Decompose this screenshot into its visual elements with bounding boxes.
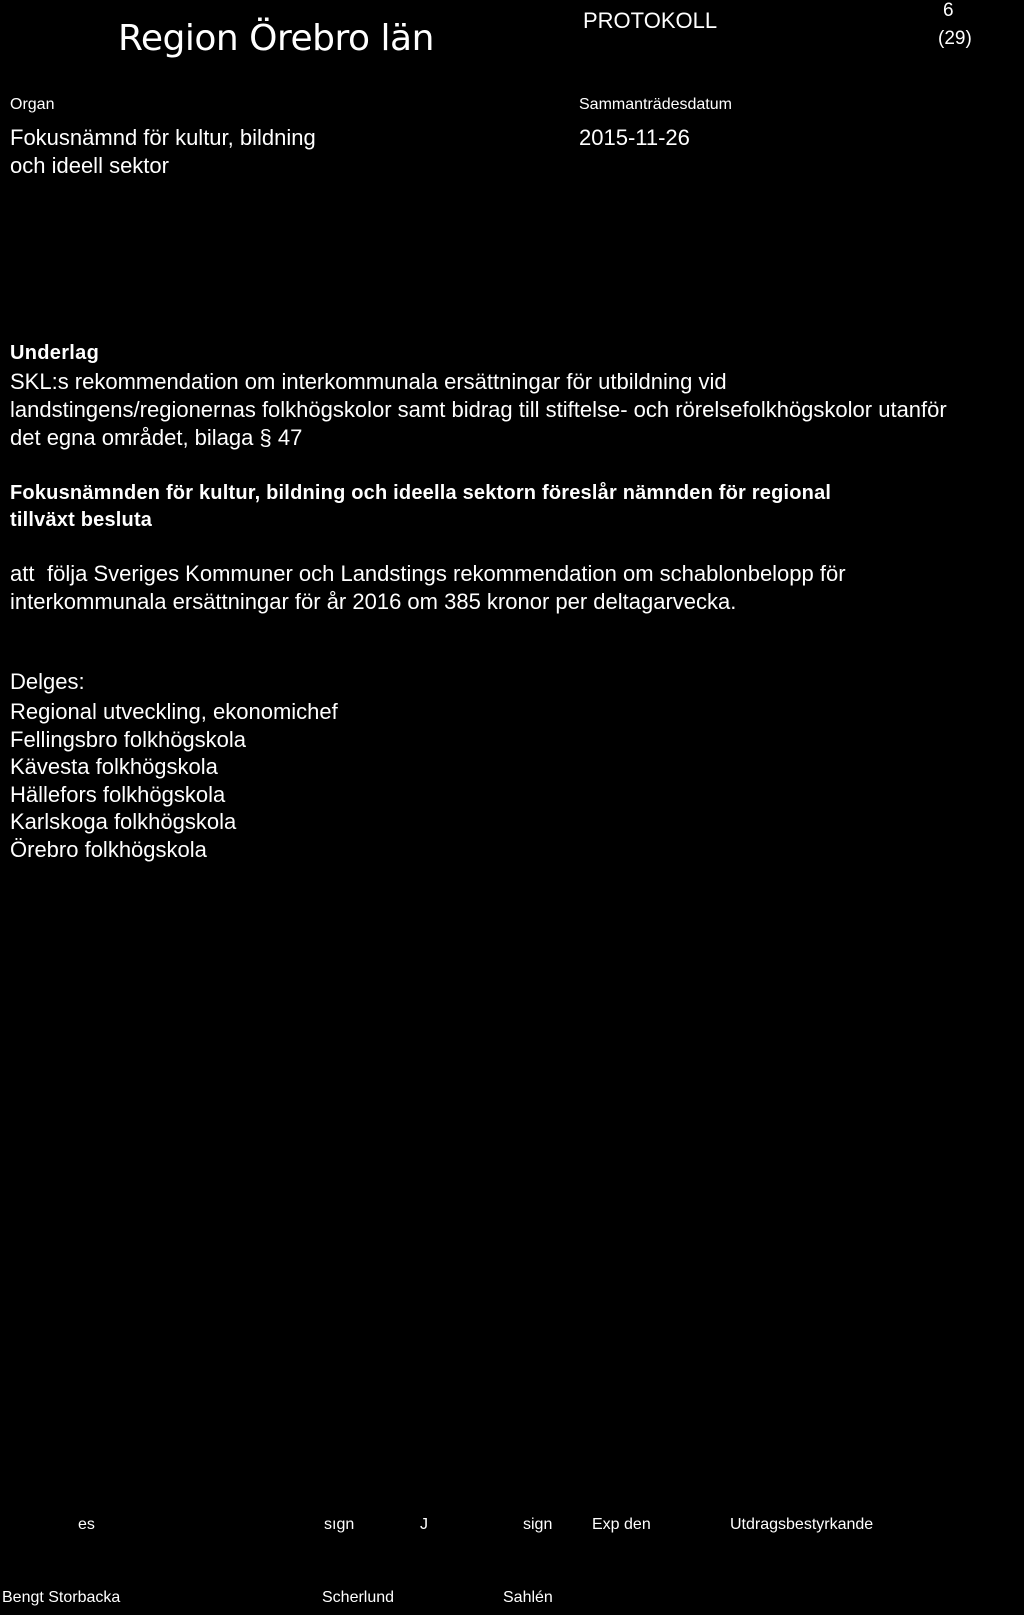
page-total: (29) — [938, 28, 972, 49]
region-logo: Region Örebro län — [118, 18, 434, 59]
document-type: PROTOKOLL — [583, 8, 718, 33]
list-item: Regional utveckling, ekonomichef — [10, 699, 338, 724]
decision-paragraph — [10, 560, 1010, 616]
decision-text: följa Sveriges Kommuner och Landstings rekommendation om schablonbelopp för interkommunala ersättningar för år 2016 om 385 kronor per deltagarvecka. — [10, 561, 846, 614]
meeting-date: 2015-11-26 — [579, 125, 690, 150]
footer-signer-1: Bengt Storbacka — [2, 1589, 121, 1606]
list-item: Karlskoga folkhögskola — [10, 809, 237, 835]
delges-list — [10, 698, 338, 864]
footer-signer-3: Sahlén — [503, 1589, 553, 1606]
underlag-heading: Underlag — [10, 342, 100, 364]
underlag-text: SKL:s rekommendation om interkommunala ersättningar för utbildning vid landstingens/regionernas folkhögskolor samt bidrag till stiftelse- och rörelsefolkhögskolor utanför det egna området, bilaga § 47 — [10, 369, 947, 450]
footer-label-sign-1: sıgn — [324, 1516, 355, 1533]
decision-prefix: att — [10, 561, 35, 586]
footer-label-justerandes: es — [78, 1516, 95, 1533]
footer-signer-2: Scherlund — [322, 1589, 395, 1606]
list-item: Örebro folkhögskola — [10, 836, 207, 862]
list-item: Fellingsbro folkhögskola — [10, 726, 247, 752]
list-item: Kävesta folkhögskola — [10, 754, 218, 780]
footer-label-sign-2: sign — [523, 1516, 553, 1533]
footer-label-j: J — [420, 1516, 428, 1533]
organ-value: Fokusnämnd för kultur, bildning och ideell sektor — [10, 125, 316, 178]
page-number: 6 — [943, 0, 954, 21]
meeting-date-label: Sammanträdesdatum — [579, 96, 732, 113]
list-item: Hällefors folkhögskola — [10, 781, 226, 807]
footer-label-utdragsbestyrkande: Utdragsbestyrkande — [730, 1516, 874, 1533]
organ-label: Organ — [10, 96, 55, 113]
proposal-heading: Fokusnämnden för kultur, bildning och ideella sektorn föreslår nämnden för regional tillväxt besluta — [10, 482, 832, 531]
footer-label-exp-den: Exp den — [592, 1516, 651, 1533]
delges-label: Delges: — [10, 669, 85, 694]
